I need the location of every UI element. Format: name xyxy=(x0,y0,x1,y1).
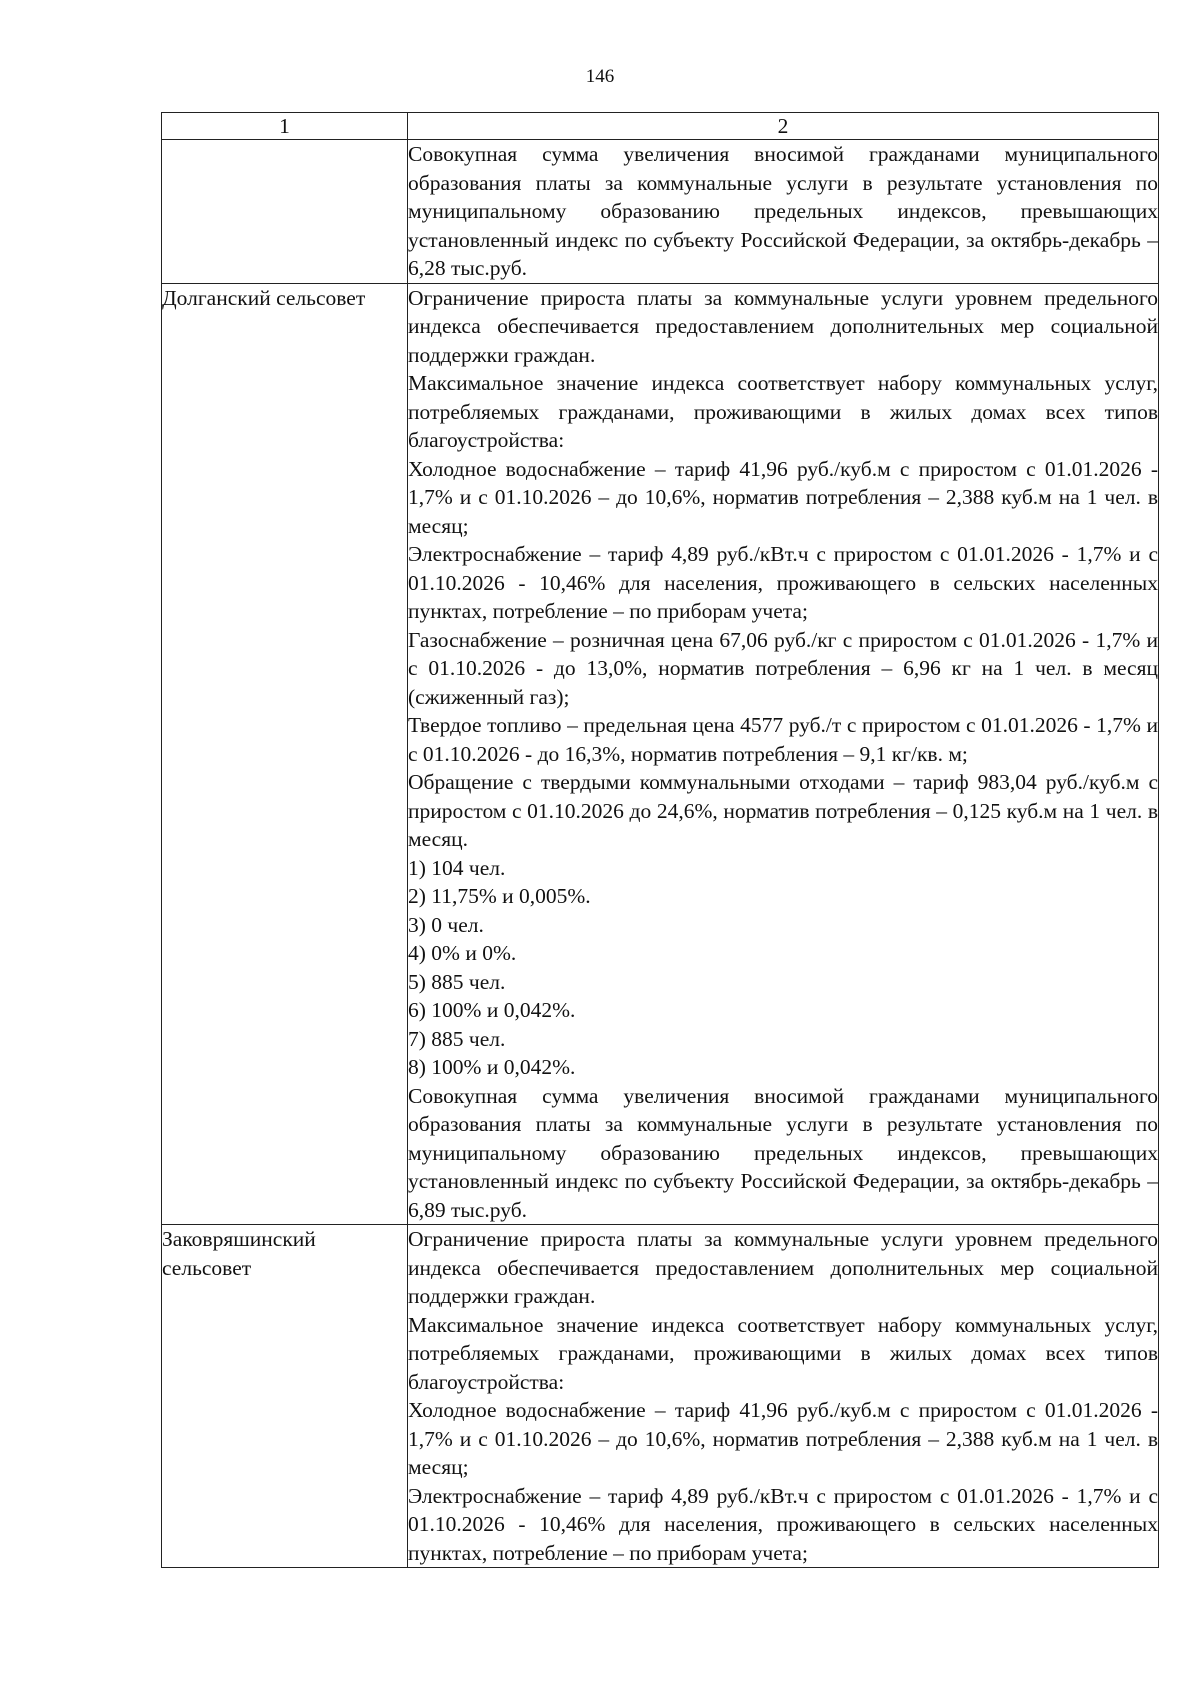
list-item: 1) 104 чел. xyxy=(408,855,506,880)
summary-paragraph: Совокупная сумма увеличения вносимой гражданами муниципального образования платы за коммунальные услуги в результате установления по муниципальному образованию предельных индексов, превышающих установленный индекс по субъекту Российской Федерации, за октябрь-декабрь – 6,89 тыс.руб. xyxy=(408,1083,1158,1222)
paragraph: Ограничение прироста платы за коммунальные услуги уровнем предельного индекса обеспечивается предоставлением дополнительных мер социальной поддержки граждан. xyxy=(408,1227,1158,1308)
column-header-1: 1 xyxy=(162,113,408,140)
paragraph: Совокупная сумма увеличения вносимой гражданами муниципального образования платы за коммунальные услуги в результате установления по муниципальному образованию предельных индексов, превышающих установленный индекс по субъекту Российской Федерации, за октябрь-декабрь – 6,28 тыс.руб. xyxy=(408,142,1158,280)
municipality-name: Долганский сельсовет xyxy=(162,283,408,1225)
paragraph: Холодное водоснабжение – тариф 41,96 руб./куб.м с приростом с 01.01.2026 - 1,7% и с 01.10.2026 – до 10,6%, норматив потребления – 2,388 куб.м на 1 чел. в месяц; xyxy=(408,1398,1158,1479)
page-number: 146 xyxy=(585,66,615,87)
row-content xyxy=(408,283,1159,1225)
paragraph: Газоснабжение – розничная цена 67,06 руб./кг с приростом с 01.01.2026 - 1,7% и с 01.10.2026 - до 13,0%, норматив потребления – 6,96 кг на 1 чел. в месяц (сжиженный газ); xyxy=(408,627,1158,709)
table-row xyxy=(162,283,1159,1225)
paragraph: Обращение с твердыми коммунальными отходами – тариф 983,04 руб./куб.м с приростом с 01.10.2026 до 24,6%, норматив потребления – 0,125 куб.м на 1 чел. в месяц. xyxy=(408,770,1158,851)
list-item: 6) 100% и 0,042%. xyxy=(408,998,576,1022)
row-content xyxy=(408,140,1159,284)
paragraph: Максимальное значение индекса соответствует набору коммунальных услуг, потребляемых гражданами, проживающими в жилых домах всех типов благоустройства: xyxy=(408,1312,1158,1394)
list-item: 2) 11,75% и 0,005%. xyxy=(408,884,591,908)
table-row xyxy=(162,1225,1159,1568)
row-content xyxy=(408,1225,1159,1568)
paragraph: Электроснабжение – тариф 4,89 руб./кВт.ч с приростом с 01.01.2026 - 1,7% и с 01.10.2026 - 10,46% для населения, проживающего в сельских населенных пунктах, потребление – по приборам учета; xyxy=(408,542,1158,623)
paragraph: Холодное водоснабжение – тариф 41,96 руб./куб.м с приростом с 01.01.2026 - 1,7% и с 01.10.2026 – до 10,6%, норматив потребления – 2,388 куб.м на 1 чел. в месяц; xyxy=(408,456,1158,538)
paragraph: Максимальное значение индекса соответствует набору коммунальных услуг, потребляемых гражданами, проживающими в жилых домах всех типов благоустройства: xyxy=(408,371,1158,452)
paragraph: Твердое топливо – предельная цена 4577 руб./т с приростом с 01.01.2026 - 1,7% и с 01.10.2026 - до 16,3%, норматив потребления – 9,1 кг/кв. м; xyxy=(408,713,1158,766)
list-item: 5) 885 чел. xyxy=(408,969,506,994)
municipality-name xyxy=(162,140,408,284)
paragraph: Ограничение прироста платы за коммунальные услуги уровнем предельного индекса обеспечивается предоставлением дополнительных мер социальной поддержки граждан. xyxy=(408,285,1158,367)
list-item: 8) 100% и 0,042%. xyxy=(408,1055,576,1079)
list-item: 4) 0% и 0%. xyxy=(408,941,517,965)
table-header-row xyxy=(162,113,1159,140)
municipality-name: Заковряшинский сельсовет xyxy=(162,1225,408,1568)
paragraph: Электроснабжение – тариф 4,89 руб./кВт.ч с приростом с 01.01.2026 - 1,7% и с 01.10.2026 - 10,46% для населения, проживающего в сельских населенных пунктах, потребление – по приборам учета; xyxy=(408,1483,1158,1565)
list-item: 3) 0 чел. xyxy=(408,912,484,937)
document-table xyxy=(161,112,1159,1568)
column-header-2: 2 xyxy=(408,113,1159,140)
table-row xyxy=(162,140,1159,284)
list-item: 7) 885 чел. xyxy=(408,1026,506,1051)
